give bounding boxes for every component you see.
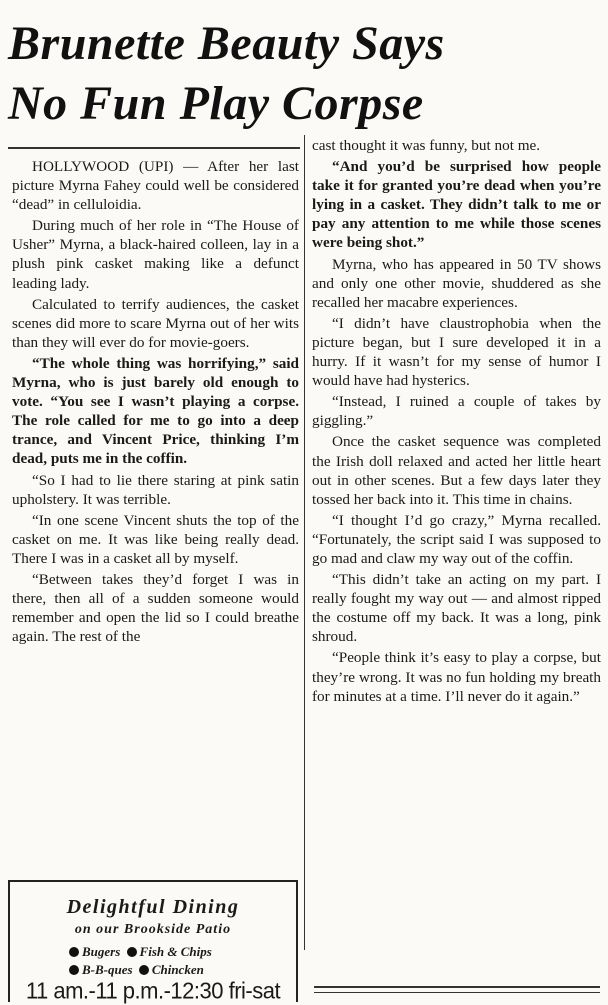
paragraph: cast thought it was funny, but not me. xyxy=(312,137,541,154)
article-column-left xyxy=(12,157,299,646)
paragraph: “I thought I’d go crazy,” Myrna recalled. “Fortunately, the script said I was supposed to go mad and claw my way out of the coffin. xyxy=(312,511,601,567)
paragraph: Myrna, who has appeared in 50 TV shows and only one other movie, shuddered as she recalled her macabre experiences. xyxy=(312,255,601,311)
ad-menu-item: Fish & Chips xyxy=(139,944,212,959)
ad-subtitle: on our Brookside Patio xyxy=(74,922,232,937)
ad-menu-row-1 xyxy=(66,944,212,960)
corner-rule xyxy=(314,992,600,993)
ad-menu-item: B-B-ques xyxy=(82,962,133,977)
ad-hours: 11 am.-11 p.m.-12:30 fri-sat xyxy=(25,977,281,1004)
headline xyxy=(8,14,600,134)
paragraph: “People think it’s easy to play a corpse, but they’re wrong. It was no fun holding my breath for minutes at a time. I’ll never do it again.” xyxy=(312,649,601,705)
headline-line-2: No Fun Play Corpse xyxy=(8,77,424,130)
paragraph: “Instead, I ruined a couple of takes by giggling.” xyxy=(312,393,601,430)
bullet-icon xyxy=(69,965,79,975)
paragraph: “The whole thing was horrifying,” said Myrna, who is just barely old enough to vote. “You see I wasn’t playing a corpse. The role called for me to go into a deep trance, and Vincent Price, thinking I’m dead, puts me in the coffin. xyxy=(12,354,299,468)
paragraph: During much of her role in “The House of Usher” Myrna, a black-haired colleen, lay in a plush pink casket making like a defunct leading lady. xyxy=(12,217,299,292)
paragraph: “In one scene Vincent shuts the top of the casket on me. It was like being really dead. There I was in a casket all by myself. xyxy=(12,511,299,567)
ad-menu-row-2 xyxy=(66,962,204,978)
bullet-icon xyxy=(139,965,149,975)
paragraph: “Between takes they’d forget I was in there, then all of a sudden someone would remember and open the lid so I could breathe again. The rest of the xyxy=(12,570,299,646)
restaurant-ad xyxy=(8,880,298,1002)
ad-menu-item: Chincken xyxy=(151,962,204,977)
corner-rule xyxy=(314,986,600,988)
paragraph: “So I had to lie there staring at pink satin upholstery. It was terrible. xyxy=(12,471,299,508)
article-column-right xyxy=(312,136,601,706)
ad-title: Delightful Dining xyxy=(66,896,240,918)
bullet-icon xyxy=(69,947,79,957)
paragraph: “And you’d be surprised how people take it for granted you’re dead when you’re lying in a casket. They didn’t talk to me or pay any attention to me while those scenes were being shot.” xyxy=(312,158,601,252)
headline-line-1: Brunette Beauty Says xyxy=(8,17,445,70)
paragraph: Once the casket sequence was completed the Irish doll relaxed and acted her little heart out in other scenes. But a few days later they tossed her back into it. This time in chains. xyxy=(312,433,601,508)
paragraph: “This didn’t take an acting on my part. I really fought my way out — and almost ripped the costume off my back. It was a long, pink shroud. xyxy=(312,571,601,646)
paragraph: HOLLYWOOD (UPI) — After her last picture Myrna Fahey could well be considered “dead” in celluloidia. xyxy=(12,158,299,214)
paragraph: “I didn’t have claustrophobia when the picture began, but I sure developed it in a hurry. If it wasn’t for my sense of humor I would have had hysterics. xyxy=(312,314,601,390)
ad-menu-item: Bugers xyxy=(82,944,121,959)
bullet-icon xyxy=(127,947,137,957)
headline-rule xyxy=(8,147,300,149)
paragraph: Calculated to terrify audiences, the casket scenes did more to scare Myrna out of her wits than they will ever do for movie-goers. xyxy=(12,295,299,351)
column-divider xyxy=(304,135,305,950)
